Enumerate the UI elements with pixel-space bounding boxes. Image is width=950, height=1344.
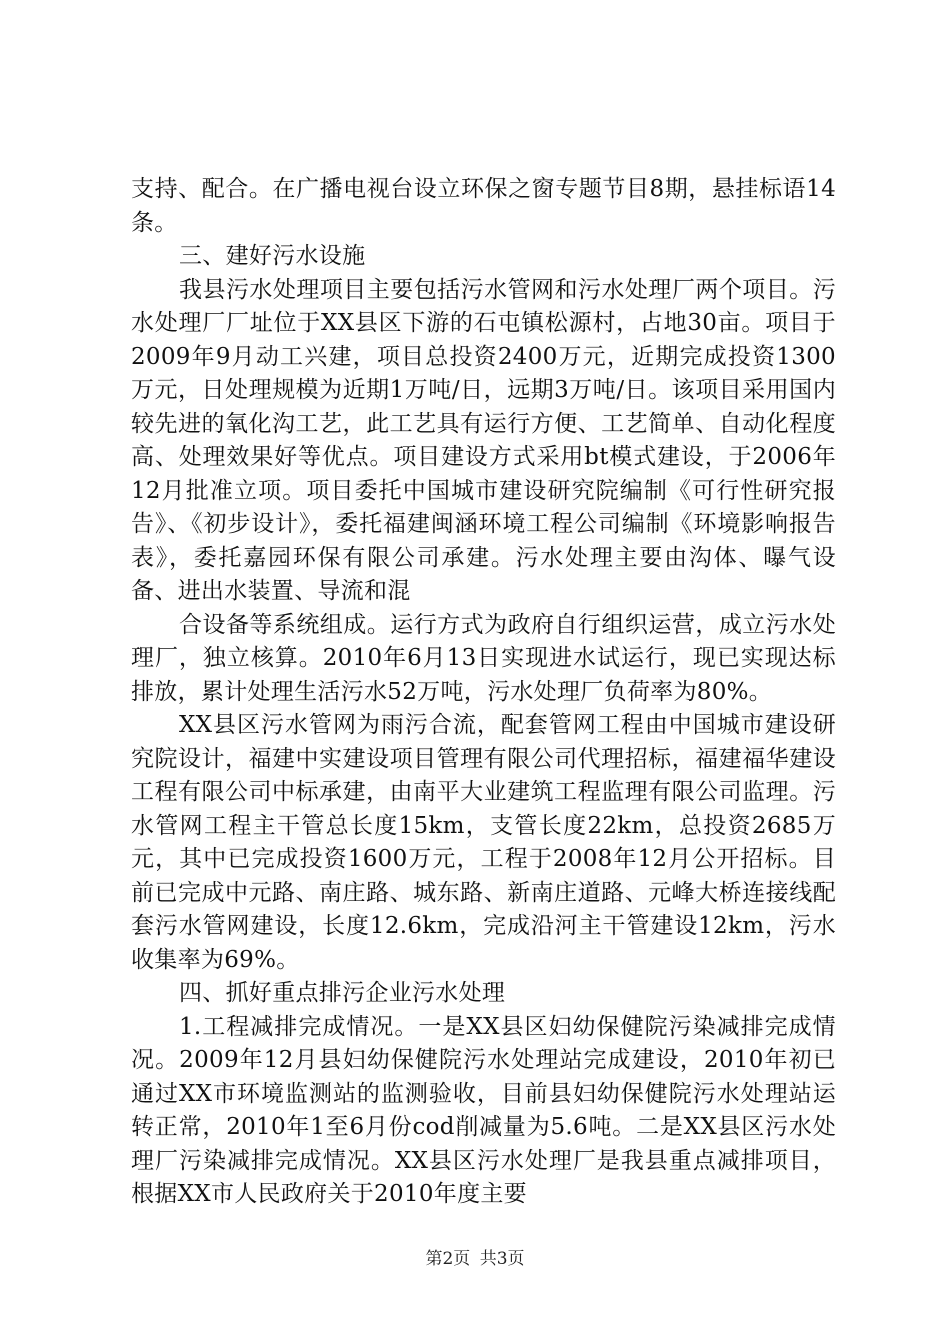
paragraph-emission-reduction: 1.工程减排完成情况。一是XX县区妇幼保健院污染减排完成情况。2009年12月县妇幼保健院污水处理站完成建设，2010年初已通过XX市环境监测站的监测验收，目前县妇幼保健院污水处理站运转正常，2010年1至6月份cod削减量为5.6吨。二是XX县区污水处理厂污染减排完成情况。XX县区污水处理厂是我县重点减排项目，根据XX市人民政府关于2010年度主要 (131, 1013, 836, 1207)
paragraph-pipe-network: XX县区污水管网为雨污合流，配套管网工程由中国城市建设研究院设计，福建中实建设项目管理有限公司代理招标，福建福华建设工程有限公司中标承建，由南平大业建筑工程监理有限公司监理。污水管网工程主干管总长度15km，支管长度22km，总投资2685万元，其中已完成投资1600万元，工程于2008年12月公开招标。目前已完成中元路、南庄路、城东路、新南庄道路、元峰大桥连接线配套污水管网建设，长度12.6km，完成沿河主干管建设12km，污水收集率为69%。 (131, 712, 836, 973)
section-heading-4: 四、抓好重点排污企业污水处理 (179, 980, 506, 1006)
page-footer (0, 1244, 950, 1269)
paragraph-sewage-project: 我县污水处理项目主要包括污水管网和污水处理厂两个项目。污水处理厂厂址位于XX县区下游的石屯镇松源村，占地30亩。项目于2009年9月动工兴建，项目总投资2400万元，近期完成投资1300万元，日处理规模为近期1万吨/日，远期3万吨/日。该项目采用国内较先进的氧化沟工艺，此工艺具有运行方便、工艺简单、自动化程度高、处理效果好等优点。项目建设方式采用bt模式建设，于2006年12月批准立项。项目委托中国城市建设研究院编制《可行性研究报告》、《初步设计》，委托福建闽涵环境工程公司编制《环境影响报告表》，委托嘉园环保有限公司承建。污水处理主要由沟体、曝气设备、进出水装置、导流和混 (131, 276, 836, 604)
paragraph-operation: 合设备等系统组成。运行方式为政府自行组织运营，成立污水处理厂，独立核算。2010年6月13日实现进水试运行，现已实现达标排放，累计处理生活污水52万吨，污水处理厂负荷率为80%。 (131, 611, 836, 705)
page-total: 共3页 (479, 1249, 525, 1269)
section-heading-3: 三、建好污水设施 (179, 243, 366, 269)
paragraph-continuation: 支持、配合。在广播电视台设立环保之窗专题节目8期，悬挂标语14条。 (131, 176, 836, 236)
document-body (131, 173, 836, 1212)
page-number: 第2页 (425, 1249, 471, 1269)
